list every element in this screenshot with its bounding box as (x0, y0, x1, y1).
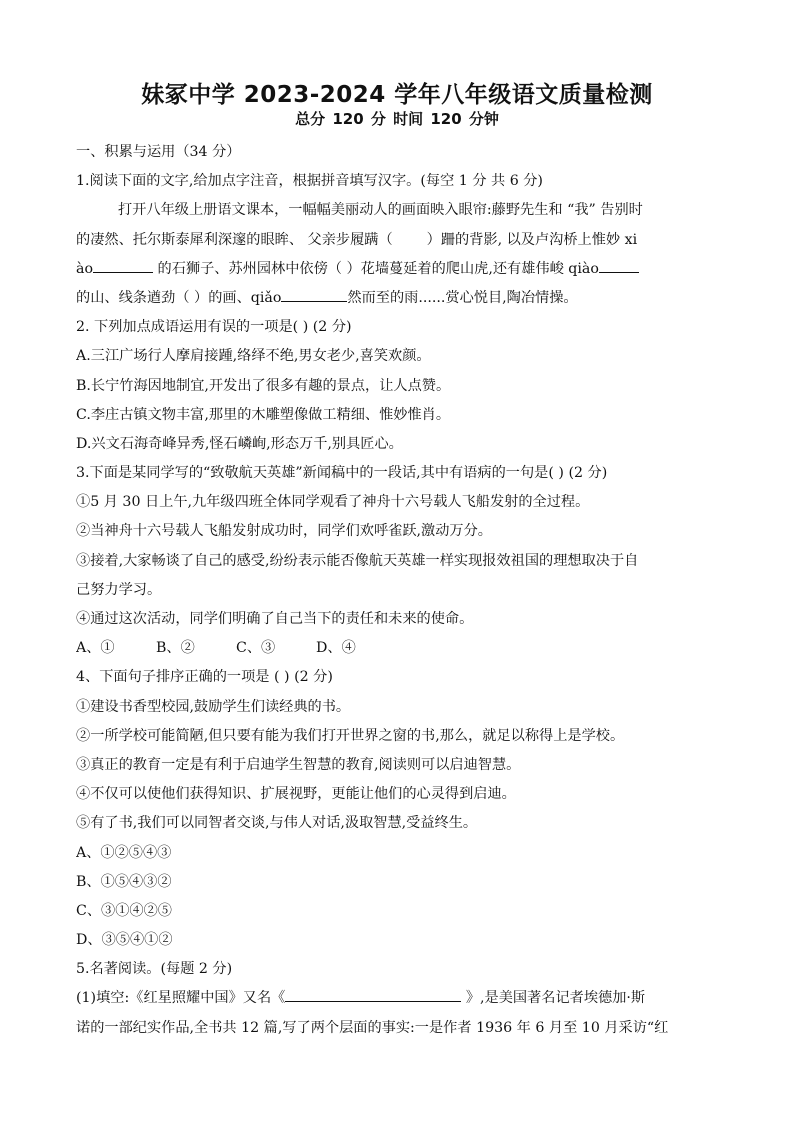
q1-passage-line-3 (76, 255, 718, 284)
q3-sentence-1: ①5 月 30 日上午,九年级四班全体同学观看了神舟十六号载人飞船发射的全过程。 (76, 494, 590, 511)
q1-passage-line-2 (76, 226, 718, 255)
q3-choice-b[interactable]: B、② (156, 640, 195, 657)
q5-text: 》,是美国著名记者埃德加·斯 (461, 990, 646, 1007)
q1-passage-text: 的凄然、托尔斯泰犀利深邃的眼眸、 父亲步履蹒（ (76, 231, 393, 248)
section-heading: 一、积累与运用（34 分） (76, 144, 241, 160)
q4-stem: 4、下面句子排序正确的一项是 ( ) (2 分) (76, 669, 333, 686)
q3-choices (76, 634, 718, 663)
q4-option-d[interactable]: D、③⑤④①② (76, 932, 173, 949)
q4-option-a[interactable]: A、①②⑤④③ (76, 844, 172, 861)
q5-text: (1)填空:《红星照耀中国》又名《 (76, 990, 286, 1007)
q5-line-2: 诺的一部纪实作品,全书共 12 篇,写了两个层面的事实:一是作者 1936 年 6 月至 10 月采访“红 (76, 1019, 669, 1036)
q4-sentence-2: ②一所学校可能简陋,但只要有能为我们打开世界之窗的书,那么，就足以称得上是学校。 (76, 727, 625, 744)
q2-option-c[interactable]: C.李庄古镇文物丰富,那里的木雕塑像做工精细、惟妙惟肖。 (76, 406, 451, 423)
q4-sentence-3: ③真正的教育一定是有利于启迪学生智慧的教育,阅读则可以启迪智慧。 (76, 756, 521, 773)
q1-passage-text: ào (76, 260, 94, 277)
q1-stem: 1.阅读下面的文字,给加点字注音，根据拼音填写汉字。(每空 1 分 共 6 分) (76, 173, 543, 190)
q3-choice-d[interactable]: D、④ (316, 640, 356, 657)
q2-option-b[interactable]: B.长宁竹海因地制宜,开发出了很多有趣的景点，让人点赞。 (76, 377, 451, 394)
q4-option-b[interactable]: B、①⑤④③② (76, 873, 172, 890)
q3-choice-a[interactable]: A、① (76, 640, 115, 657)
score-time-info: 总分 120 分 时间 120 分钟 (295, 110, 499, 128)
q5-stem: 5.名著阅读。(每题 2 分) (76, 961, 233, 978)
q5-line-1 (76, 984, 718, 1013)
q3-sentence-2: ②当神舟十六号载人飞船发射成功时，同学们欢呼雀跃,激动万分。 (76, 523, 492, 540)
page-title: 妹冢中学 2023-2024 学年八年级语文质量检测 (141, 82, 653, 108)
q4-sentence-1: ①建设书香型校园,鼓励学生们读经典的书。 (76, 698, 351, 715)
q1-passage-line-1: 打开八年级上册语文课本，一幅幅美丽动人的画面映入眼帘:藤野先生和 “我” 告别时 (118, 202, 643, 219)
answer-blank[interactable] (285, 987, 461, 1002)
q2-option-d[interactable]: D.兴文石海奇峰异秀,怪石嶙峋,形态万千,别具匠心。 (76, 435, 403, 452)
q3-stem: 3.下面是某同学写的“致敬航天英雄”新闻稿中的一段话,其中有语病的一句是( ) (2 分) (76, 465, 608, 482)
q4-option-c[interactable]: C、③①④②⑤ (76, 902, 172, 919)
q2-option-a[interactable]: A.三江广场行人摩肩接踵,络绎不绝,男女老少,喜笑欢颜。 (76, 348, 431, 365)
q3-choice-c[interactable]: C、③ (236, 640, 276, 657)
answer-blank[interactable] (93, 258, 153, 273)
q3-sentence-3: ③接着,大家畅谈了自己的感受,纷纷表示能否像航天英雄一样实现报效祖国的理想取决于自 (76, 552, 639, 569)
q1-passage-text: ）跚的背影, 以及卢沟桥上惟妙 xi (426, 231, 638, 248)
q2-stem: 2. 下列加点成语运用有误的一项是( ) (2 分) (76, 319, 352, 336)
q1-passage-text: 然而至的雨......赏心悦目,陶冶情操。 (347, 289, 578, 306)
q4-sentence-5: ⑤有了书,我们可以同智者交谈,与伟人对话,汲取智慧,受益终生。 (76, 815, 478, 832)
exam-body (76, 138, 718, 1043)
q3-sentence-3-cont: 己努力学习。 (76, 581, 162, 598)
q4-sentence-4: ④不仅可以使他们获得知识、扩展视野，更能让他们的心灵得到启迪。 (76, 786, 516, 803)
answer-blank[interactable] (599, 258, 639, 273)
q3-sentence-4: ④通过这次活动，同学们明确了自己当下的责任和未来的使命。 (76, 611, 474, 627)
q1-passage-text: 的山、线条遒劲（ ）的画、qiǎo (76, 289, 282, 306)
q1-passage-line-4 (76, 284, 718, 313)
answer-blank[interactable] (281, 287, 347, 302)
q1-passage-text: 的石狮子、苏州园林中依傍（ ）花墙蔓延着的爬山虎,还有雄伟峻 qiào (153, 260, 599, 277)
